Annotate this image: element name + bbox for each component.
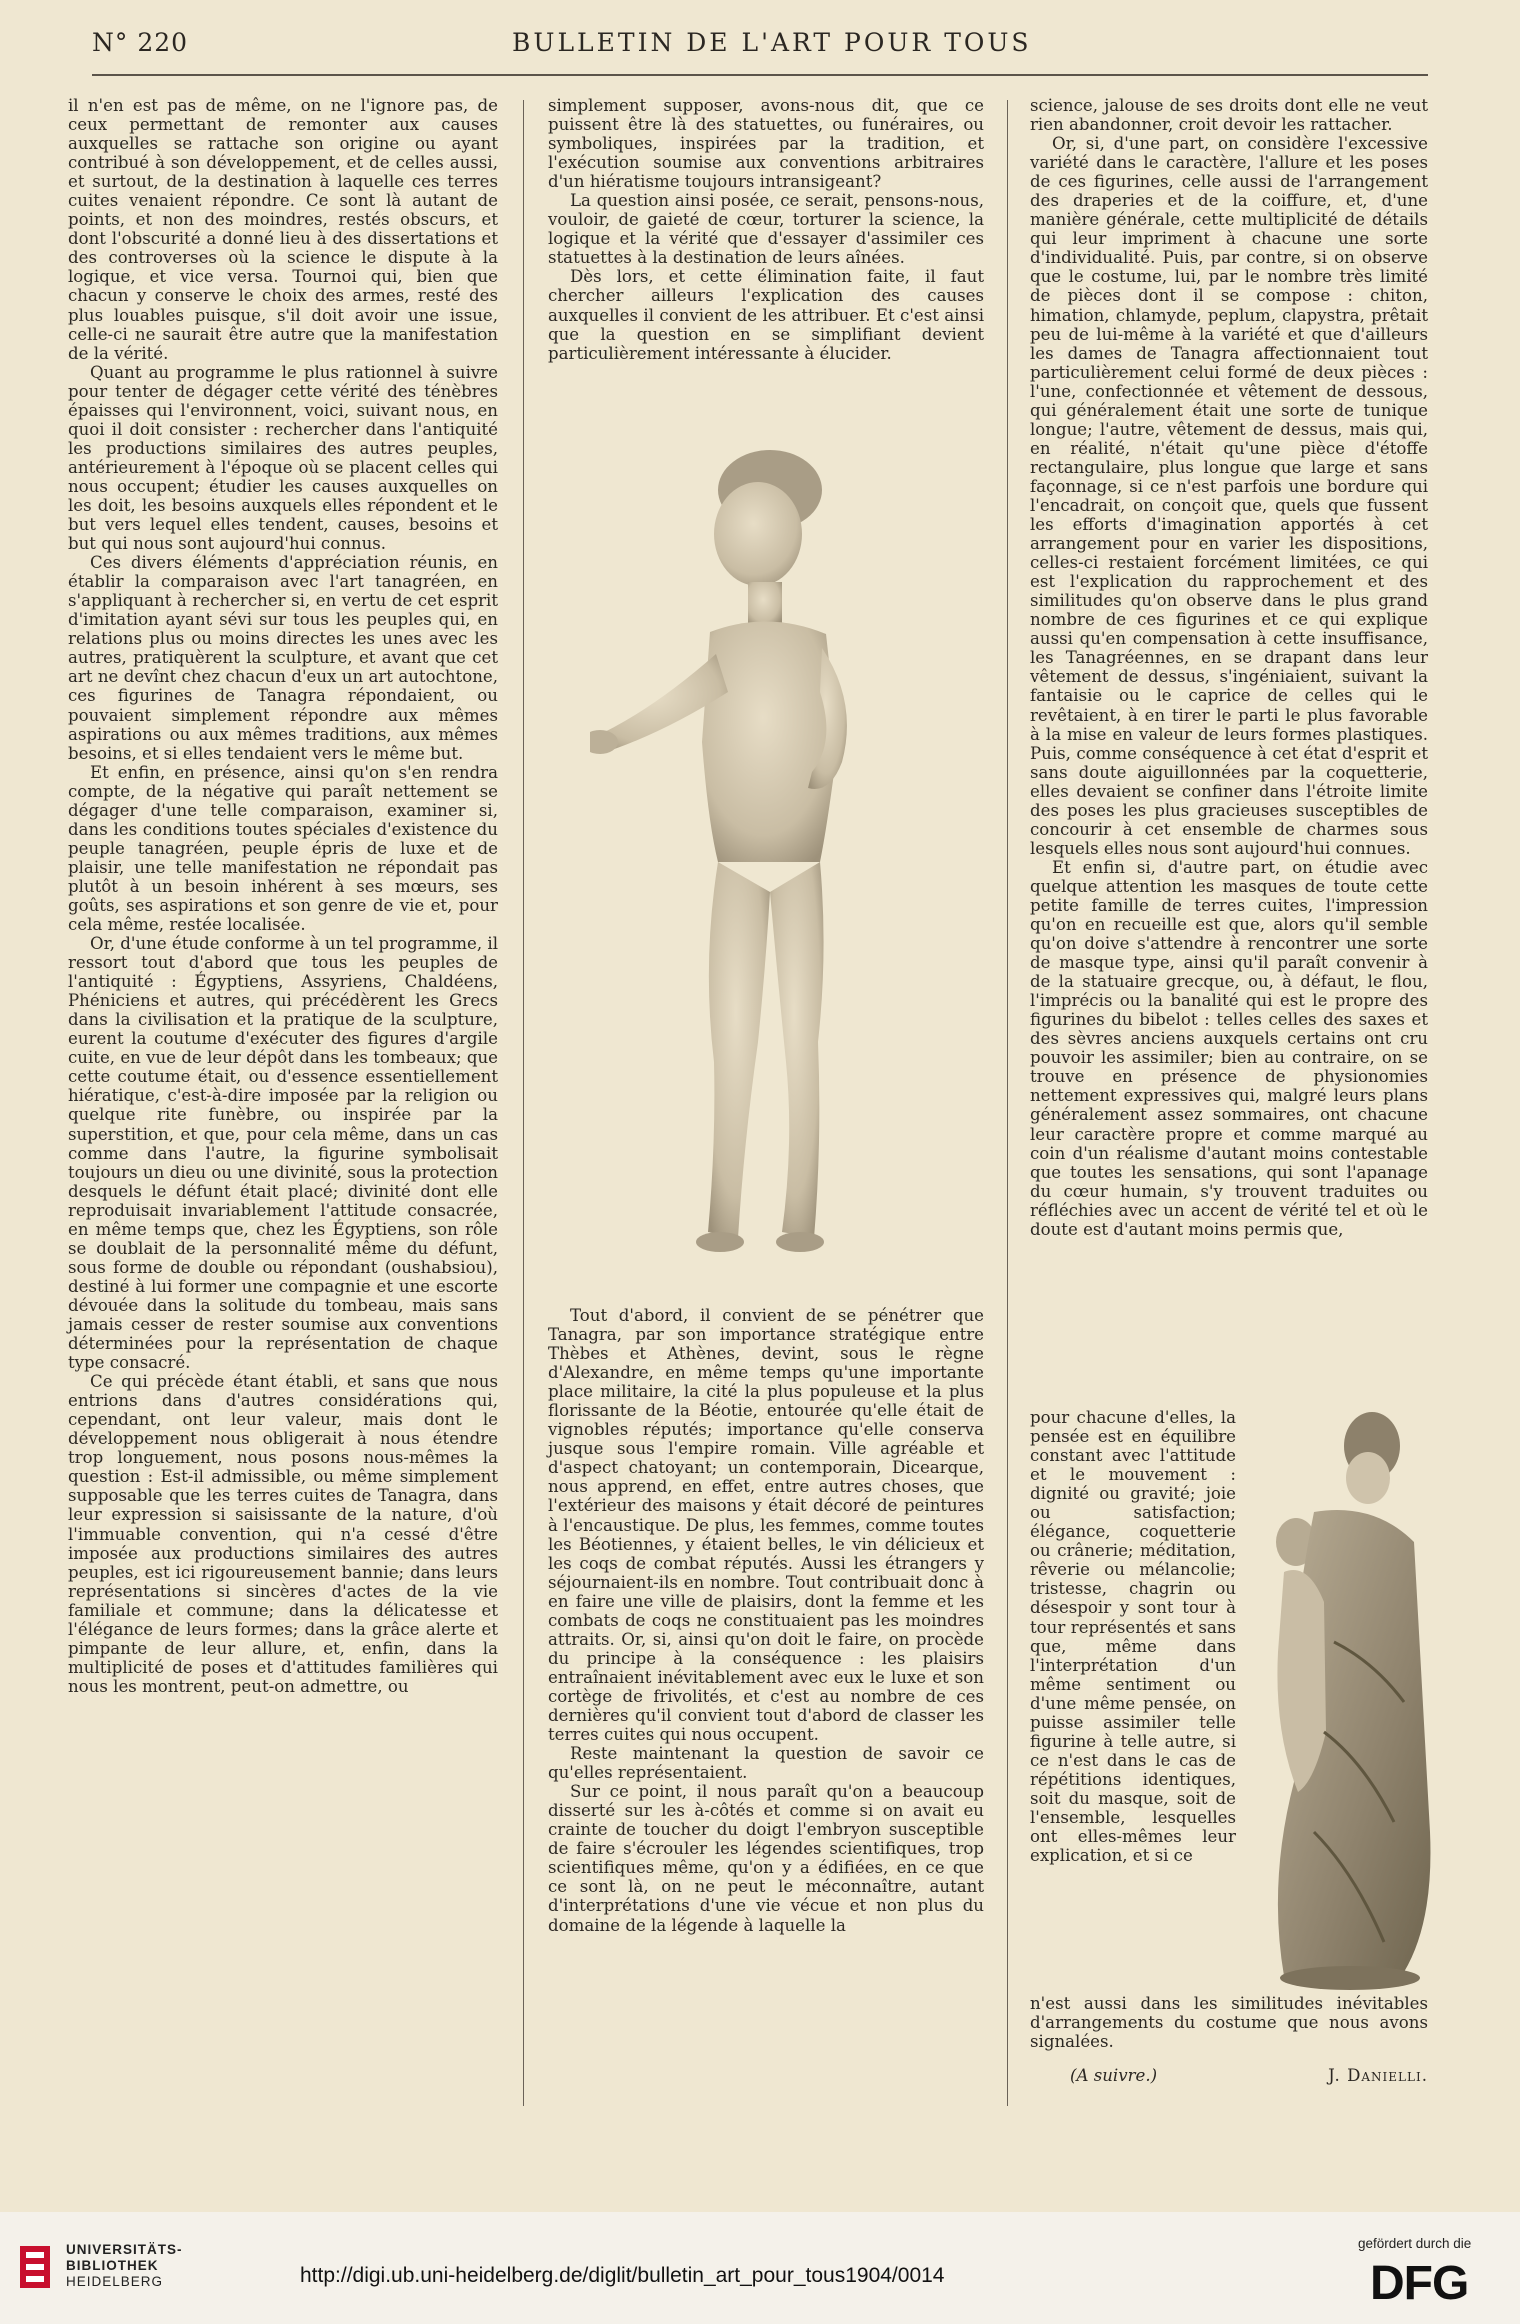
paragraph: science, jalouse de ses droits dont elle ne veut rien abandonner, croit devoir les rattacher. xyxy=(1030,96,1428,135)
paragraph: n'est aussi dans les similitudes inévitables d'arrangements du costume que nous avons signalées. xyxy=(1030,1994,1428,2052)
column-rule-right xyxy=(1007,100,1008,2106)
paragraph: Sur ce point, il nous paraît qu'on a beaucoup disserté sur les à-côtés et comme si on avait eu crainte de toucher du doigt l'embryon susceptible de faire s'écrouler les légendes scientifiques, trop scientifiques même, qu'on y a édifiées, en ce que ce sont là, on ne peut le méconnaître, autant d'interprétations d'une vie vécue et non plus du domaine de la légende à laquelle la xyxy=(548,1782,984,1935)
nude-venus-statuette-illustration xyxy=(590,442,950,1268)
paragraph: Et enfin, en présence, ainsi qu'on s'en rendra compte, de la négative qui paraît nettement se dégager d'une telle comparaison, examiner si, dans les conditions toutes spéciales d'existence du peuple tanagréen, peuple épris de luxe et de plaisir, une telle manifestation ne répondait pas plutôt à un besoin inhérent à ses mœurs, ses goûts, ses aspirations et son genre de vie et, pour cela même, restée localisée. xyxy=(68,762,498,935)
journal-title: BULLETIN DE L'ART POUR TOUS xyxy=(512,28,1032,57)
paragraph: simplement supposer, avons-nous dit, que ce puissent être là des statuettes, ou funéraires, ou symboliques, inspirées par la tradition, et l'exécution soumise aux conventions arbitraires d'un hiératisme toujours intransigeant? xyxy=(548,96,984,192)
draped-tanagra-group-illustration xyxy=(1254,1402,1440,1996)
digitization-footer xyxy=(0,2212,1520,2324)
dfg-logo: DFG xyxy=(1370,2257,1469,2310)
page-number: N° 220 xyxy=(92,28,189,57)
paragraph: Quant au programme le plus rationnel à suivre pour tenter de dégager cette vérité des ténèbres épaisses qui l'environnent, voici, suivant nous, en quoi il doit consister : rechercher dans l'antiquité les productions similaires des autres peuples, antérieurement à l'époque où se placent celles qui nous occupent; étudier les causes auxquelles on les doit, les besoins auxquels elles répondent et le but vers lequel elles tendent, causes, besoins et but qui nous sont aujourd'hui connus. xyxy=(68,362,498,554)
page-header xyxy=(92,22,1428,76)
paragraph: Or, si, d'une part, on considère l'excessive variété dans le caractère, l'allure et les poses de ces figurines, celle aussi de l'arrangement des draperies et de la coiffure, et, d'une manière générale, cette multiplicité de détails qui leur impriment à chacune une sorte d'individualité. Puis, par contre, si on observe que le costume, lui, par le nombre très limité de pièces dont il se compose : chiton, himation, chlamyde, peplum, clapystra, prêtait peu de lui-même à la variété et que d'ailleurs les dames de Tanagra affectionnaient tout particulièrement celui formé de deux pièces : l'une, confectionnée et vêtement de dessous, qui généralement était une sorte de tunique longue; l'autre, vêtement de dessus, mais qui, en réalité, n'était qu'une pièce d'étoffe rectangulaire, plus longue que large et sans façonnage, si ce n'est parfois une bordure qui l'encadrait, on conçoit que, quels que fussent les efforts d'imagination apportés à cet arrangement pour en varier les dispositions, celles-ci restaient forcément limitées, ce qui est l'explication du rapprochement et des similitudes qu'on observe dans le plus grand nombre de ces figurines et ce qui explique aussi qu'en compensation à cette insuffisance, les Tanagréennes, en se drapant dans leur vêtement de dessus, s'ingéniaient, suivant la fantaisie ou le caprice de celles qui le revêtaient, à en tirer le parti le plus favorable à la mise en valeur de leurs formes plastiques. Puis, comme conséquence à cet état d'esprit et sans doute aiguillonnées par la coquetterie, elles devaient se confiner dans l'étroite limite des poses les plus gracieuses susceptibles de concourir à cet ensemble de charmes sous lesquels elles nous sont aujourd'hui connues. xyxy=(1030,134,1428,858)
heidelberg-library-logo-icon xyxy=(18,2242,52,2292)
permalink-url[interactable]: http://digi.ub.uni-heidelberg.de/diglit/bulletin_art_pour_tous1904/0014 xyxy=(300,2264,945,2287)
column-1 xyxy=(68,96,498,1696)
author-name: J. Danielli. xyxy=(1328,2066,1428,2085)
paragraph: La question ainsi posée, ce serait, pensons-nous, vouloir, de gaieté de cœur, torturer la science, la logique et la vérité que d'essayer d'assimiler ces statuettes à la destination de leurs aînées. xyxy=(548,191,984,268)
paragraph: Ce qui précède étant établi, et sans que nous entrions dans d'autres considérations qui, cependant, ont leur valeur, mais dont le développement nous obligerait à nous étendre trop longuement, nous posons nous-mêmes la question : Est-il admissible, ou même simplement supposable que les terres cuites de Tanagra, dans leur expression si saisissante de la nature, d'où l'immuable convention, qui n'a cessé d'être imposée aux productions similaires des autres peuples, est ici rigoureusement bannie; dans leurs représentations si sincères d'actes de la vie familiale et commune; dans la délicatesse et l'élégance de leurs formes; dans la grâce alerte et pimpante de leur allure, et, enfin, dans la multiplicité de poses et d'attitudes familières qui nous les montrent, peut-on admettre, ou xyxy=(68,1372,498,1696)
column-rule-left xyxy=(523,100,524,2106)
paragraph: Reste maintenant la question de savoir ce qu'elles représentaient. xyxy=(548,1744,984,1783)
paragraph: Ces divers éléments d'appréciation réunis, en établir la comparaison avec l'art tanagréen, en s'appliquant à rechercher si, en vertu de cet esprit d'imitation ayant sévi sur tous les peuples qui, en relations plus ou moins directes les unes avec les autres, pratiquèrent la sculpture, et avant que cet art ne devînt chez chacun d'eux un art autochtone, ces figurines de Tanagra répondaient, ou pouvaient simplement répondre aux mêmes aspirations ou aux mêmes traditions, aux mêmes besoins, et si elles tendaient vers le même but. xyxy=(68,553,498,763)
paragraph: Dès lors, et cette élimination faite, il faut chercher ailleurs l'explication des causes auxquelles il convient de les attribuer. Et c'est ainsi que la question en se simplifiant devient particulièrement intéressante à élucider. xyxy=(548,267,984,363)
column-3-end xyxy=(1030,1994,1428,2051)
column-2-bottom xyxy=(548,1306,984,1935)
funding-label: gefördert durch die xyxy=(1358,2236,1472,2251)
column-3-top xyxy=(1030,96,1428,1239)
paragraph: Et enfin si, d'autre part, on étudie avec quelque attention les masques de toute cette petite famille de terres cuites, l'impression qu'on en recueille est que, alors qu'il semble qu'on doive s'attendre à rencontrer une sorte de masque type, ainsi qu'il paraît convenir à de la statuaire grecque, ou, à défaut, le flou, l'imprécis ou la banalité qui est le propre des figurines du bibelot : telles celles des saxes et des sèvres anciens auxquels certains ont cru pouvoir les assimiler; bien au contraire, on se trouve en présence de physionomies nettement expressives qui, malgré leurs plans généralement assez sommaires, ont chacune leur caractère propre et comme marqué au coin d'un réalisme d'autant moins contestable que toutes les sensations, qui sont l'apanage du cœur humain, s'y trouvent traduites ou réfléchies avec un accent de vérité tel et où le doute est d'autant moins permis que, xyxy=(1030,857,1428,1239)
paragraph: Or, d'une étude conforme à un tel programme, il ressort tout d'abord que tous les peuples de l'antiquité : Égyptiens, Assyriens, Chaldéens, Phéniciens et autres, qui précédèrent les Grecs dans la civilisation et la pratique de la sculpture, eurent la coutume d'exécuter des figures d'argile cuite, en vue de leur dépôt dans les tombeaux; que cette coutume était, ou d'essence essentiellement hiératique, c'est-à-dire imposée par la religion ou quelque rite funèbre, ou inspirée par la superstition, et que, pour cela même, dans un cas comme dans l'autre, la figurine symbolisait toujours un dieu ou une divinité, sous la protection desquels le défunt était placé; divinité dont elle reproduisait invariablement l'attitude consacrée, en même temps que, chez les Égyptiens, son rôle se doublait de la personnalité même du défunt, sous forme de double ou répondant (oushabsiou), destiné à lui former une compagnie et une escorte dévouée dans la solitude du tombeau, mais sans jamais cesser de rester soumise aux conventions déterminées pour la représentation de chaque type consacré. xyxy=(68,934,499,1373)
to-be-continued: (A suivre.) xyxy=(1070,2066,1158,2085)
paragraph: Tout d'abord, il convient de se pénétrer que Tanagra, par son importance stratégique entre Thèbes et Athènes, devint, sous le règne d'Alexandre, en même temps qu'une importante place militaire, la cité la plus populeuse et la plus florissante de la Béotie, entourée qu'elle était de vignobles réputés; importance qu'elle conserva jusque sous l'empire romain. Ville agréable et d'aspect chatoyant; un contemporain, Dicearque, nous apprend, en effet, entre autres choses, que l'extérieur des maisons y était décoré de peintures à l'encaustique. De plus, les femmes, comme toutes les Béotiennes, y étaient belles, le vin délicieux et les coqs de combat réputés. Aussi les étrangers y séjournaient-ils en nombre. Tout contribuait donc à en faire une ville de plaisirs, dont la femme et les combats de coqs ne constituaient pas les moindres attraits. Or, si, ainsi qu'on doit le faire, on procède du principe à la conséquence : les plaisirs entraînaient inévitablement avec eux le luxe et son cortège de frivolités, et c'est au nombre de ces dernières qu'il convient tout d'abord de classer les terres cuites qui nous occupent. xyxy=(548,1306,984,1745)
paragraph: pour chacune d'elles, la pensée est en équilibre constant avec l'attitude et le mouvement : dignité ou gravité; joie ou satisfaction; élégance, coquetterie ou crânerie; méditation, rêverie ou mélancolie; tristesse, chagrin ou désespoir y sont tour à tour représentés et sans que, même dans l'interprétation d'un même sentiment ou d'une même pensée, on puisse assimiler telle figurine à telle autre, si ce n'est dans le cas de répétitions identiques, soit du masque, soit de l'ensemble, lesquelles ont elles-mêmes leur explication, et si ce xyxy=(1030,1408,1236,1866)
column-2-top xyxy=(548,96,984,363)
paragraph: il n'en est pas de même, on ne l'ignore pas, de ceux permettant de remonter aux causes auxquelles se rattache son origine ou ayant contribué à son développement, et de celles aussi, et surtout, de la destination à laquelle ces terres cuites venaient répondre. Ce sont là autant de points, et non des moindres, restés obscurs, et dont l'obscurité a donné lieu à des dissertations et des controverses où la science le dispute à la logique, et vice versa. Tournoi qui, bien que chacun y conserve le choix des armes, resté des plus louables puisque, s'il doit avoir une issue, celle-ci ne saurait être autre que la manifestation de la vérité. xyxy=(68,96,498,363)
library-name: UNIVERSITÄTS- BIBLIOTHEK HEIDELBERG xyxy=(66,2242,183,2289)
column-3-narrow xyxy=(1030,1408,1236,1865)
